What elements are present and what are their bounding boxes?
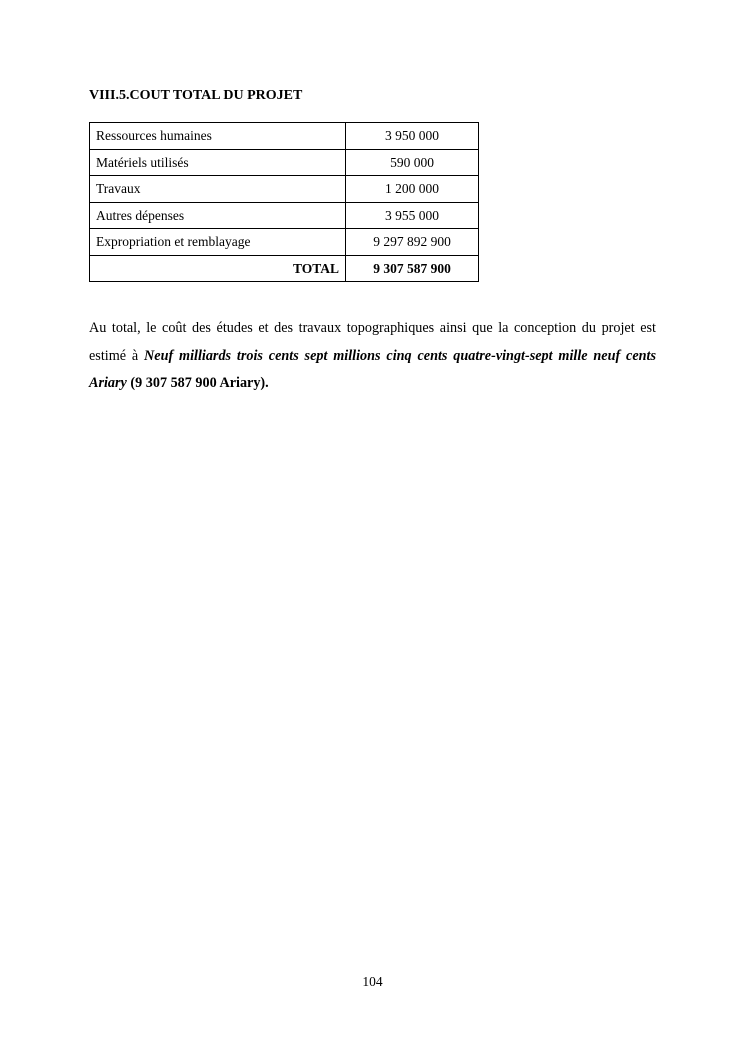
row-label: Travaux bbox=[90, 176, 346, 203]
table-row bbox=[90, 229, 479, 256]
section-heading: VIII.5.COUT TOTAL DU PROJET bbox=[89, 88, 303, 103]
row-label: Matériels utilisés bbox=[90, 149, 346, 176]
summary-paragraph bbox=[89, 315, 656, 398]
row-label: Autres dépenses bbox=[90, 202, 346, 229]
row-amount: 1 200 000 bbox=[346, 176, 479, 203]
cost-table bbox=[89, 122, 479, 282]
table-row bbox=[90, 202, 479, 229]
row-label: Ressources humaines bbox=[90, 123, 346, 150]
amount-in-words: Neuf milliards trois cents sept millions cinq cents quatre-vingt-sept mille neuf cents Ariary bbox=[89, 347, 657, 391]
table-row bbox=[90, 123, 479, 150]
amount-in-figures: (9 307 587 900 Ariary). bbox=[126, 375, 269, 391]
row-label: Expropriation et remblayage bbox=[90, 229, 346, 256]
row-amount: 590 000 bbox=[346, 149, 479, 176]
total-amount: 9 307 587 900 bbox=[346, 255, 479, 282]
table-row bbox=[90, 176, 479, 203]
table-row bbox=[90, 149, 479, 176]
total-label: TOTAL bbox=[90, 255, 346, 282]
summary-intro: Au total, le coût des études et des travaux topographiques ainsi que la conception du projet est estimé à bbox=[89, 320, 656, 364]
page-number: 104 bbox=[362, 974, 383, 989]
row-amount: 3 955 000 bbox=[346, 202, 479, 229]
total-row bbox=[90, 255, 479, 282]
row-amount: 9 297 892 900 bbox=[346, 229, 479, 256]
row-amount: 3 950 000 bbox=[346, 123, 479, 150]
